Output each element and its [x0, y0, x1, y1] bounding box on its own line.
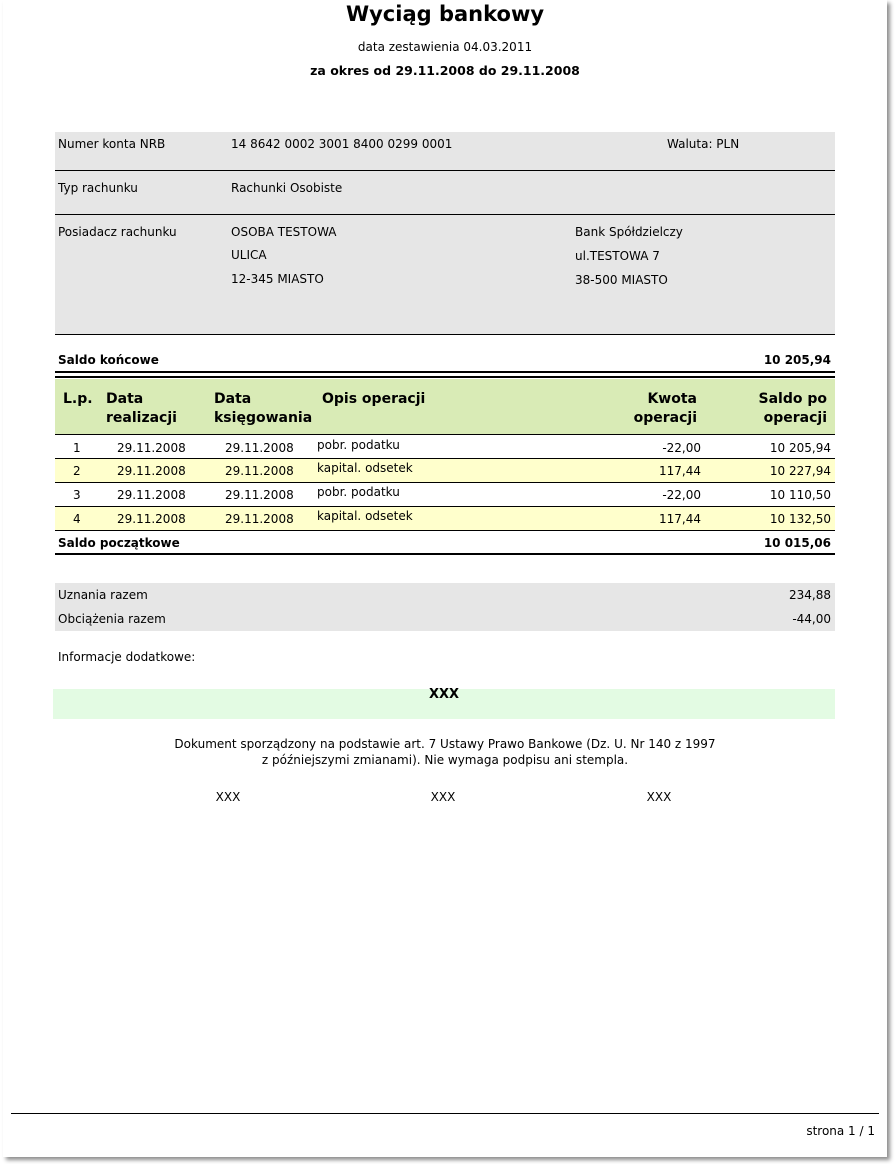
closing-balance-label: Saldo końcowe: [58, 353, 159, 367]
divider: [55, 214, 835, 215]
row-execution-date: 29.11.2008: [117, 512, 186, 526]
owner-street: ULICA: [231, 248, 267, 262]
currency-label: Waluta: PLN: [667, 137, 740, 151]
col-header-lp: L.p.: [63, 391, 93, 407]
row-lp: 1: [73, 441, 81, 455]
col-header-booking-date: Data księgowania: [214, 391, 313, 426]
bank-statement-page: [3, 0, 887, 1157]
row-amount: 117,44: [659, 464, 701, 478]
row-booking-date: 29.11.2008: [225, 441, 294, 455]
opening-balance-label: Saldo początkowe: [58, 536, 180, 550]
additional-info-value: XXX: [428, 687, 460, 702]
page-number: strona 1 / 1: [806, 1124, 875, 1138]
row-lp: 3: [73, 488, 81, 502]
col-header-description: Opis operacji: [322, 391, 426, 407]
row-balance: 10 227,94: [769, 464, 831, 478]
row-execution-date: 29.11.2008: [117, 441, 186, 455]
divider: [55, 376, 835, 378]
divider: [55, 334, 835, 335]
owner-city: 12-345 MIASTO: [231, 272, 324, 286]
account-type-label: Typ rachunku: [58, 181, 138, 195]
row-balance: 10 110,50: [769, 488, 831, 502]
nrb-label: Numer konta NRB: [58, 137, 166, 151]
nrb-value: 14 8642 0002 3001 8400 0299 0001: [231, 137, 453, 151]
row-booking-date: 29.11.2008: [225, 512, 294, 526]
divider: [55, 553, 835, 555]
closing-balance-value: 10 205,94: [763, 353, 831, 367]
row-description: kapital. odsetek: [317, 509, 413, 523]
divider: [55, 371, 835, 373]
document-title: Wyciąg bankowy: [345, 2, 545, 26]
col-header-balance-after: Saldo po operacji: [758, 391, 827, 426]
row-amount: 117,44: [659, 512, 701, 526]
bank-street: ul.TESTOWA 7: [575, 249, 660, 263]
debits-value: -44,00: [792, 612, 831, 626]
statement-period: za okres od 29.11.2008 do 29.11.2008: [310, 63, 580, 78]
signature-placeholder: XXX: [646, 790, 672, 804]
row-description: pobr. podatku: [317, 485, 400, 499]
divider: [55, 530, 835, 531]
signature-placeholder: XXX: [215, 790, 241, 804]
row-description: kapital. odsetek: [317, 461, 413, 475]
row-lp: 4: [73, 512, 81, 526]
row-amount: -22,00: [662, 488, 701, 502]
debits-label: Obciążenia razem: [58, 612, 166, 626]
col-header-execution-date: Data realizacji: [106, 391, 177, 426]
row-execution-date: 29.11.2008: [117, 464, 186, 478]
footer-divider: [11, 1113, 879, 1114]
owner-label: Posiadacz rachunku: [58, 225, 177, 239]
row-amount: -22,00: [662, 441, 701, 455]
divider: [55, 170, 835, 171]
legal-note-line1: Dokument sporządzony na podstawie art. 7 Ustawy Prawo Bankowe (Dz. U. Nr 140 z 1997: [174, 737, 716, 751]
bank-city: 38-500 MIASTO: [575, 273, 668, 287]
statement-date: data zestawienia 04.03.2011: [357, 40, 533, 54]
row-balance: 10 205,94: [769, 441, 831, 455]
col-header-amount: Kwota operacji: [633, 391, 697, 426]
credits-label: Uznania razem: [58, 588, 148, 602]
row-execution-date: 29.11.2008: [117, 488, 186, 502]
legal-note-line2: z późniejszymi zmianami). Nie wymaga podpisu ani stempla.: [261, 753, 629, 767]
row-booking-date: 29.11.2008: [225, 464, 294, 478]
row-description: pobr. podatku: [317, 438, 400, 452]
opening-balance-value: 10 015,06: [763, 536, 831, 550]
bank-name: Bank Spółdzielczy: [575, 225, 683, 239]
owner-name: OSOBA TESTOWA: [231, 225, 337, 239]
credits-value: 234,88: [789, 588, 831, 602]
signature-placeholder: XXX: [430, 790, 456, 804]
row-booking-date: 29.11.2008: [225, 488, 294, 502]
additional-info-label: Informacje dodatkowe:: [58, 650, 196, 664]
account-type-value: Rachunki Osobiste: [231, 181, 343, 195]
row-balance: 10 132,50: [769, 512, 831, 526]
row-lp: 2: [73, 464, 81, 478]
